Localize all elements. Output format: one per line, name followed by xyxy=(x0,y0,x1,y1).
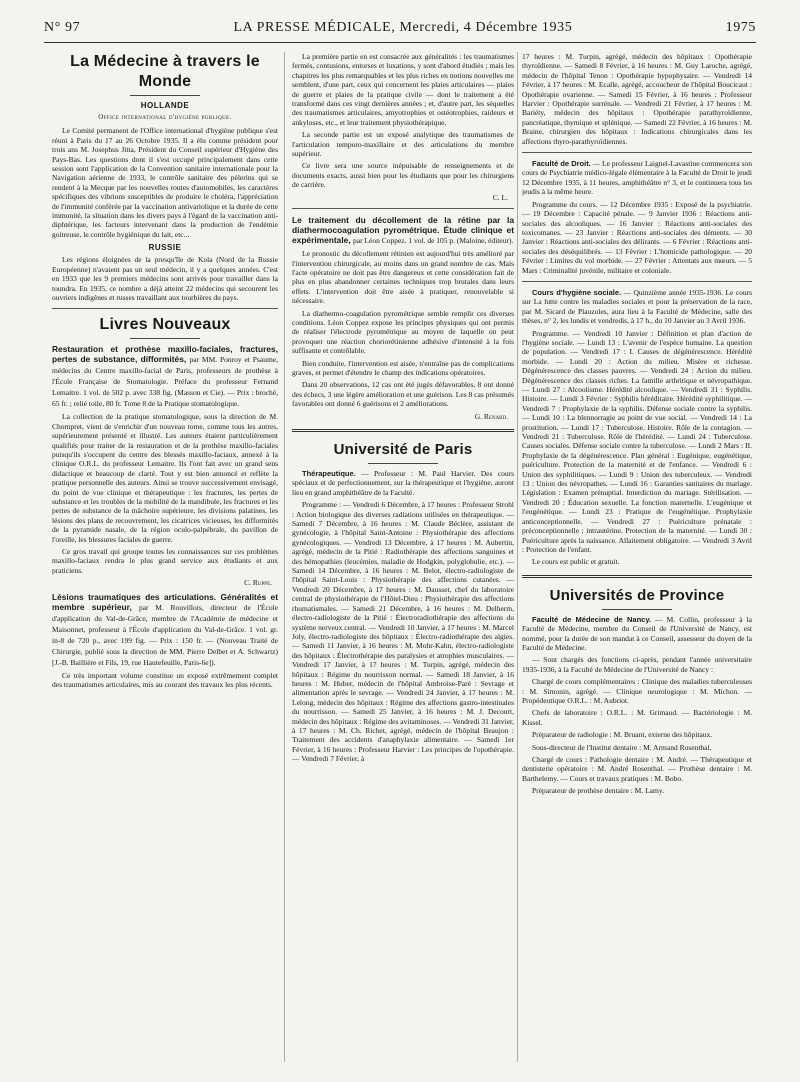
header-rule xyxy=(44,42,756,43)
divider xyxy=(522,575,752,578)
column-3 xyxy=(522,52,752,1068)
article-paragraph: La seconde partie est un exposé analytique des traumatismes de l'articulation temporo-maxillaire et des articulations du membre supérieur. xyxy=(292,130,514,159)
nancy-paragraph: Chargé de cours : Pathologie dentaire : M. André. — Thérapeutique et dentisterie opératoire : M. André Rosenthal. — Prothèse dentaire : M. Barthelemy. — Cours et travaux pratiques : M. Bobo. xyxy=(522,755,752,783)
therapeutique-intro: Thérapeutique. — Professeur : M. Paul Harvier. Des cours spéciaux et de perfectionnement, sur la thérapeutique et l'hygiène, auront lieu en grand amphithéâtre de la Faculté. xyxy=(292,469,514,497)
section-title-medecine-monde: La Médecine à travers le Monde xyxy=(70,53,260,90)
article-paragraph: La diathermo-coagulation pyrométrique semble remplir ces diverses conditions. Léon Coppez expose les principes physiques qui ont permis de réaliser l'électrode pyrométrique au moyen de laquelle on peut provoquer une réaction choriorétinienne adhésive d'intensité à la fois suffisante et contrôlable. xyxy=(292,308,514,356)
office-subtitle: Office international d'hygiène publique. xyxy=(98,113,232,121)
article-meta: par M. Rouvillois, directeur de l'École d'application du Val-de-Grâce, membre de l'Académie de médecine et Maisonnet, professeur à l'École d'application du Val-de-Grâce. 1 vol. gr. in-8 de 720 p., avec 199 fig. — Prix : 150 fr. — (Nouveau Traité de Chirurgie, publié sous la direction de MM. Pierre Delbet et A. Schwartz) [J.-B. Baillière et Fils, 19, rue Hautefeuille, Paris-6e]). xyxy=(52,602,278,667)
hygiene-intro: Cours d'hygiène sociale. — Quinzième année 1935-1936. Le cours sur La lutte contre les maladies sociales et pour la préservation de la race, par M. Sicard de Plauzoles, aura lieu à la Faculté de Médecine, salle des thèses, n° 2, les lundis et vendredis, à 17 h., du 10 Janvier au 3 Avril 1936. xyxy=(522,287,752,326)
divider xyxy=(292,208,514,209)
section-title-universites-province: Universités de Province xyxy=(549,586,725,604)
divider xyxy=(130,338,200,339)
article-paragraph: Dans 20 observations, 12 cas ont été jugés défavorables, 8 ont donné des échecs, 3 une légère amélioration et une guérison. Les 8 cas présumés favorables ont donné 6 guérisons et 2 améliorations. xyxy=(292,380,514,409)
column-1 xyxy=(52,52,278,1068)
nancy-paragraph: Préparateur de prothèse dentaire : M. Lamy. xyxy=(532,786,664,796)
hygiene-note: Le cours est public et gratuit. xyxy=(532,557,620,567)
paragraph-lead: Faculté de Droit. xyxy=(532,159,591,169)
nancy-paragraph: Sous-directeur de l'Institut dentaire : M. Armand Rosenthal. xyxy=(532,742,712,752)
nancy-paragraph: Préparateur de radiologie : M. Bruant, externe des hôpitaux. xyxy=(532,730,713,740)
hygiene-program: Programme. — Vendredi 10 Janvier : Définition et plan d'action de l'hygiène sociale. — Lundi 13 : L'avenir de l'espèce humaine. La question de population. — Vendredi 17 : I. Causes de dégénérescence. Hérédité morbide. — Lundi 20 : Action du milieu. Misère et richesse. Dégénérescence des classes pauvres. — Vendredi 24 : Action du milieu. Dégénérescence des classes riches. La famille arthritique et névropathique. — Lundi 27 : Alcoolisme. Hérédité alcoolique. — Vendredi 31 : Syphilis. Histoire. — Lundi 3 Février : Syphilis héréditaire. Hérédité syphilitique. — Vendredi 7 : Prophylaxie de la syphilis. Défense sociale contre la syphilis. — Lundi 10 : La blennorragie au point de vue social. — Vendredi 14 : La prostitution. — Lundi 17 : Tuberculose. Histoire. Rôle de la contagion. — Vendredi 21 : Tuberculose. Rôle de l'hérédité. — Lundi 24 : Tuberculose. Causes sociales. Défense sociale contre la tuberculose. — Lundi 2 Mars : II. Prophylaxie de la dégénérescence. Plan général : Eugénique, eugénétique, puériculture. Protection de la maternité et de l'enfance. — Vendredi 6 : Union des syphilitiques. — Lundi 9 : Union des tuberculeux. — Vendredi 13 : Union des névropathes. — Lundi 16 : Garanties sanitaires du mariage. Législation : Examen prénuptial. Interdiction du mariage. Stérilisation. — Vendredi 20 : Éducation sexuelle. La fonction maternelle. L'eugénique et l'eugénétique. — Lundi 23 : Pratique de l'eugénétique. Prophylaxie anticonceptionnelle. — Vendredi 27 : Puériculture prénatale : préconceptionnelle ; intrautérine. Protection de la maternité. — Lundi 30 : Puériculture après la naissance. Allaitement obligatoire. — Vendredi 3 Avril : Protection de l'enfant. xyxy=(522,328,752,554)
divider xyxy=(368,463,438,464)
russie-paragraph: Les régions éloignées de la presqu'île de Kola (Nord de la Russie Européenne) n'avaient pas un seul médecin, il y a quelques années. C'est en 1933 que les 9 premiers médecins sont arrivés pour travailler dans la toundra. En 1935, ce nombre a déjà atteint 22 médecins qui secourent les ouvriers indigènes et russes travaillant aux tourbières du pays. xyxy=(52,255,278,302)
article-paragraph: Le pronostic du décollement rétinien est aujourd'hui très amélioré par l'intervention chirurgicale, au moins dans un grand nombre de cas. Mais l'acte opératoire ne doit pas être dangereux et cette considération fait de plus en plus abandonner certaines techniques trop brutales dans leurs effets. L'intervention doit être aisée à pratiquer, renouvelable si nécessaire. xyxy=(292,249,514,306)
publication-title: LA PRESSE MÉDICALE, Mercredi, 4 Décembre 1935 xyxy=(233,20,573,35)
nancy-paragraph: Chefs de laboratoire : O.R.L. : M. Grimaud. — Bactériologie : M. Kissel. xyxy=(522,708,752,727)
droit-program: Programme du cours. — 12 Décembre 1935 : Exposé de la psychiatrie. — 19 Décembre : Capacité pénale. — 9 Janvier 1936 : Réactions anti-sociales des alcooliques. — 16 Janvier : Réactions anti-sociales des toxicomanes. — 23 Janvier : Réactions anti-sociales des déments. — 30 Janvier : Réactions anti-sociales des délirants. — 6 Février : Réactions anti-sociales des déséquilibrés. — 13 Février : L'homicide pathologique. — 20 Février : Limites du vol morbide. — 27 Février : Attentats aux mœurs. — 5 Mars : Criminalité juvénile, militaire et coloniale. xyxy=(522,199,752,275)
article-heading-lesions: Lésions traumatiques des articulations. Généralités et membre supérieur, par M. Rouvillois, directeur de l'École d'application du Val-de-Grâce, membre de l'Académie de médecine et Maisonnet, professeur à l'École d'application du Val-de-Grâce. 1 vol. gr. in-8 de 720 p., avec 199 fig. — Prix : 150 fr. — (Nouveau Traité de Chirurgie, publié sous la direction de MM. Pierre Delbet et A. Schwartz) [J.-B. Baillière et Fils, 19, rue Hautefeuille, Paris-6e]). xyxy=(52,591,278,667)
nancy-intro: Faculté de Médecine de Nancy. — M. Collin, professeur à la Faculté de Médecine, membre du Conseil de l'Université de Nancy, est nommé, pour la durée de son mandat à ce Conseil, assesseur du doyen de la Faculté de Médecine. xyxy=(522,614,752,652)
divider xyxy=(52,308,278,309)
page-header xyxy=(44,20,756,38)
column-divider-2 xyxy=(517,52,518,1062)
article-signature: C. L. xyxy=(492,192,508,202)
divider xyxy=(522,281,752,282)
article-paragraph: La collection de la pratique stomatologique, sous la direction de M. Chompret, vient de s'enrichir d'un nouveau tome, comme tous les autres, supérieurement présenté et illustré. Les auteurs étaient particulièrement qualifiés pour traiter de la restauration et de la prothèse maxillo-faciales puisqu'ils s'occupent du centre des blessés maxillo-faciaux, annexé à la clinique O.R.L. du professeur Lemaitre. Ils l'ont fait avec un grand sens didactique et beaucoup de clarté. Tout y est bien annoncé et reflète la pratique personnelle des auteurs. Ainsi se trouve successivement envisagé, du point de vue clinique et thérapeutique : les fractures, les pertes de substance et les troubles de la mobilité de la mandibule, les fractures et les pertes de substance de la mâchoire supérieure, les divisions palatines, les lésions des plans de recouvrement, les cicatrices vicieuses, les difformités de la pyramide nasale, de la région oculo-palpébrale, du pavillon de l'oreille, les blessures faciales de guerre. xyxy=(52,412,278,544)
section-title-universite-paris: Université de Paris xyxy=(333,441,473,458)
therapeutique-program: Programme : — Vendredi 6 Décembre, à 17 heures : Professeur Strohl : Action biologique des diverses radiations utilisées en thérapeutique. — Samedi 7 Décembre, à 16 heures : M. Claude Béclère, assistant de gynécologie, à l'hôpital Saint-Antoine : Physiothérapie des affections gynécologiques. — Vendredi 13 Décembre, à 17 heures : M. Aubertin, agrégé, médecin de la Pitié : Radiothérapie des affections sanguines et des hémopathies (leucémies, maladie de Hodgkin, polyglobulie, etc.). — Samedi 14 Décembre, à 16 heures : M. Belot, électro-radiologiste de l'hôpital Saint-Louis : Physiothérapie des affections cutanées. — Vendredi 20 Décembre, à 17 heures : M. Dausset, chef du laboratoire central de physiothérapie de l'Hôtel-Dieu : Physiothérapie des affections rhumatismales. — Samedi 21 Décembre, à 16 heures : M. Delherm, électro-radiologiste de la Pitié : Électroradiothérapie des affections du système nerveux central. — Vendredi 10 Janvier, à 17 heures : M. Marcel Joly, électro-radiologiste des hôpitaux : Électro-radiothérapie des algies. — Samedi 11 Janvier, à 16 heures : M. Mohr-Kahn, électro-radiologiste des hôpitaux : Électrothérapie des paralysies et atrophies musculaires. — Vendredi 17 Janvier, à 17 heures : M. Turpin, agrégé, médecin des hôpitaux : Régime du nourrisson normal. — Samedi 18 Janvier, à 16 heures : M. Huber, médecin de l'hôpital Ambroise-Paré : Sevrage et alimentation après le sevrage. — Vendredi 24 Janvier, à 17 heures : M. Lelong, médecin des hôpitaux : Régime des affections gastro-intestinales du nourrisson. — Samedi 25 Janvier, à 16 heures : M. J. Decourt, médecin des hôpitaux : Régime des avitaminoses. — Vendredi 31 Janvier, à 17 heures : M. Ch. Richet, agrégé, médecin de l'hôpital Beaujon : Traitement des accidents d'anaphylaxie alimentaire. — Samedi 1er Février, à 16 heures : Professeur Harvier : Les principes de l'opothérapie. — Vendredi 7 Février, à xyxy=(292,500,514,764)
paragraph-lead: Faculté de Médecine de Nancy. xyxy=(532,614,652,624)
hollande-paragraph: Le Comité permanent de l'Office international d'hygiène publique s'est réuni à Paris du 17 au 26 Octobre 1935. Il a élu comme président pour trois ans M. Josephus Jitta, Président du Conseil supérieur d'Hygiène des Pays-Bas. Les questions dont il s'est occupé principalement dans cette session sont l'application de la Convention sanitaire internationale pour la Navigation aérienne de 1933, le contrôle sanitaire des pèlerins qui se rendent à la Mecque par les nouvelles routes d'automobiles, les caractères spécifiques des vibrions susceptibles de produire le choléra, l'appréciation de l'immunité conférée par la vaccination antivariolique et la durée de cette immunité, la situation dans les divers pays à l'égard de la vaccination anti-diphtérique, les facteurs intervenant dans la production de l'endémie goitreuse, le contrôle hygiénique du lait, etc... xyxy=(52,126,278,239)
paragraph-lead: Cours d'hygiène sociale. xyxy=(532,287,622,297)
nancy-paragraph: — Sont chargés des fonctions ci-après, pendant l'année universitaire 1935-1936, à la Faculté de Médecine de l'Université de Nancy : xyxy=(522,655,752,674)
article-signature: C. Ruppe. xyxy=(244,578,272,588)
article-paragraph: Bien conduite, l'intervention est aisée, n'entraîne pas de complications graves, et permet d'étendre le champ des indications opératoires. xyxy=(292,358,514,377)
article-paragraph: Ce livre sera une source inépuisable de renseignements et de documents exacts, aussi bien pour les étudiants que pour les chirurgiens de carrière. xyxy=(292,161,514,190)
country-heading-russie: RUSSIE xyxy=(148,243,182,253)
section-title-livres: Livres Nouveaux xyxy=(99,316,231,334)
issue-number: N° 97 xyxy=(44,20,81,35)
divider xyxy=(522,152,752,153)
country-heading-hollande: HOLLANDE xyxy=(140,101,190,110)
divider xyxy=(130,95,200,96)
column-divider-1 xyxy=(284,52,285,1062)
article-heading-restauration: Restauration et prothèse maxillo-faciales, fractures, pertes de substance, difformités, par MM. Ponroy et Psaume, médecins du Centre maxillo-facial de Paris, professeurs de prothèse à l'École Française de Stomatologie. Préface du professeur Fernand Lemaitre. 1 vol. de 502 p. avec 338 fig. (Masson et Cie). — Prix : broché, 65 fr. ; relié toile, 80 fr. Tome 8 de la Pratique stomatologique. xyxy=(52,344,278,409)
paragraph-lead: Thérapeutique. xyxy=(302,469,356,478)
divider xyxy=(292,429,514,432)
article-heading-retine: Le traitement du décollement de la rétine par la diathermocoagulation pyrométrique. Étude clinique et expérimentale, par Léon Coppez. 1 vol. de 105 p. (Maloine, éditeur). xyxy=(292,215,514,246)
article-paragraph: Ce gros travail qui groupe toutes les connaissances sur ces problèmes maxillo-faciaux rendra le plus grand service aux étudiants et aux praticiens. xyxy=(52,547,278,575)
droit-intro: Faculté de Droit. — Le professeur Laignel-Lavastine commencera son cours de Psychiatrie médico-légale élémentaire à la Faculté de Droit le jeudi 12 Décembre 1935, à 11 heures, amphithéâtre n° 3, et le continuera tous les jeudis à la même heure. xyxy=(522,159,752,197)
article-paragraph: Ce très important volume constitue un exposé extrêmement complet des traumatismes articulaires, mis au courant des travaux les plus récents. xyxy=(52,670,278,690)
article-paragraph: 17 heures : M. Turpin, agrégé, médecin des hôpitaux : Opothérapie thyroïdienne. — Samedi 8 Février, à 16 heures : M. Guy Laroche, agrégé, médecin de l'hôpital Tenon : Opothérapie hypophysaire. — Vendredi 14 Février, à 17 heures : M. Ecalle, agrégé, accoucheur de l'hôpital Boucicaut : Opothérapie ovarienne. — Samedi 15 Février, à 16 heures : Professeur Harvier : Opothérapie surrénale. — Vendredi 21 Février, à 17 heures : M. Bariéty, médecin des hôpitaux : Opothérapie parathyroïdienne, pancréatique, thymique et splénique. — Samedi 22 Février, à 16 heures : M. Braine, chirurgien des hôpitaux : Indications chirurgicales dans les affections thyro-parathyroïdiennes. xyxy=(522,52,752,146)
page-number: 1975 xyxy=(725,20,756,35)
article-meta: par MM. Ponroy et Psaume, médecins du Centre maxillo-facial de Paris, professeurs de prothèse à l'École Française de Stomatologie. Préface du professeur Fernand Lemaitre. 1 vol. de 502 p. avec 338 fig. (Masson et Cie). — Prix : broché, 65 fr. ; relié toile, 80 fr. Tome 8 de la Pratique stomatologique. xyxy=(52,355,278,409)
divider xyxy=(602,609,672,610)
article-signature: G. Renard. xyxy=(474,411,508,421)
nancy-paragraph: Chargé de cours complémentaires : Clinique des maladies tuberculeuses : M. Simonin, agrégé. — Clinique neurologique : M. Michon. — Propédeutique O.R.L. : M. Aubriot. xyxy=(522,677,752,705)
article-meta: par Léon Coppez. 1 vol. de 105 p. (Maloine, éditeur). xyxy=(352,236,514,246)
article-paragraph: La première partie en est consacrée aux généralités : les traumatismes fermés, contusions, entorses et luxations, y sont d'abord étudiés ; mais les chapitres les plus remarquables et les plus riches en notions nouvelles me semblent, d'une part, ceux qui concernent les plaies articulaires — plaies de guerre et plaies de la pratique civile — dont le traitement a été transformé dans ces vingt dernières années ; et, d'autre part, les séquelles des traumatismes articulaires, amyotrophies et ostéotrophies, raideurs et ankyloses, etc., et leur traitement physiothérapique. xyxy=(292,52,514,127)
column-2 xyxy=(292,52,514,1068)
